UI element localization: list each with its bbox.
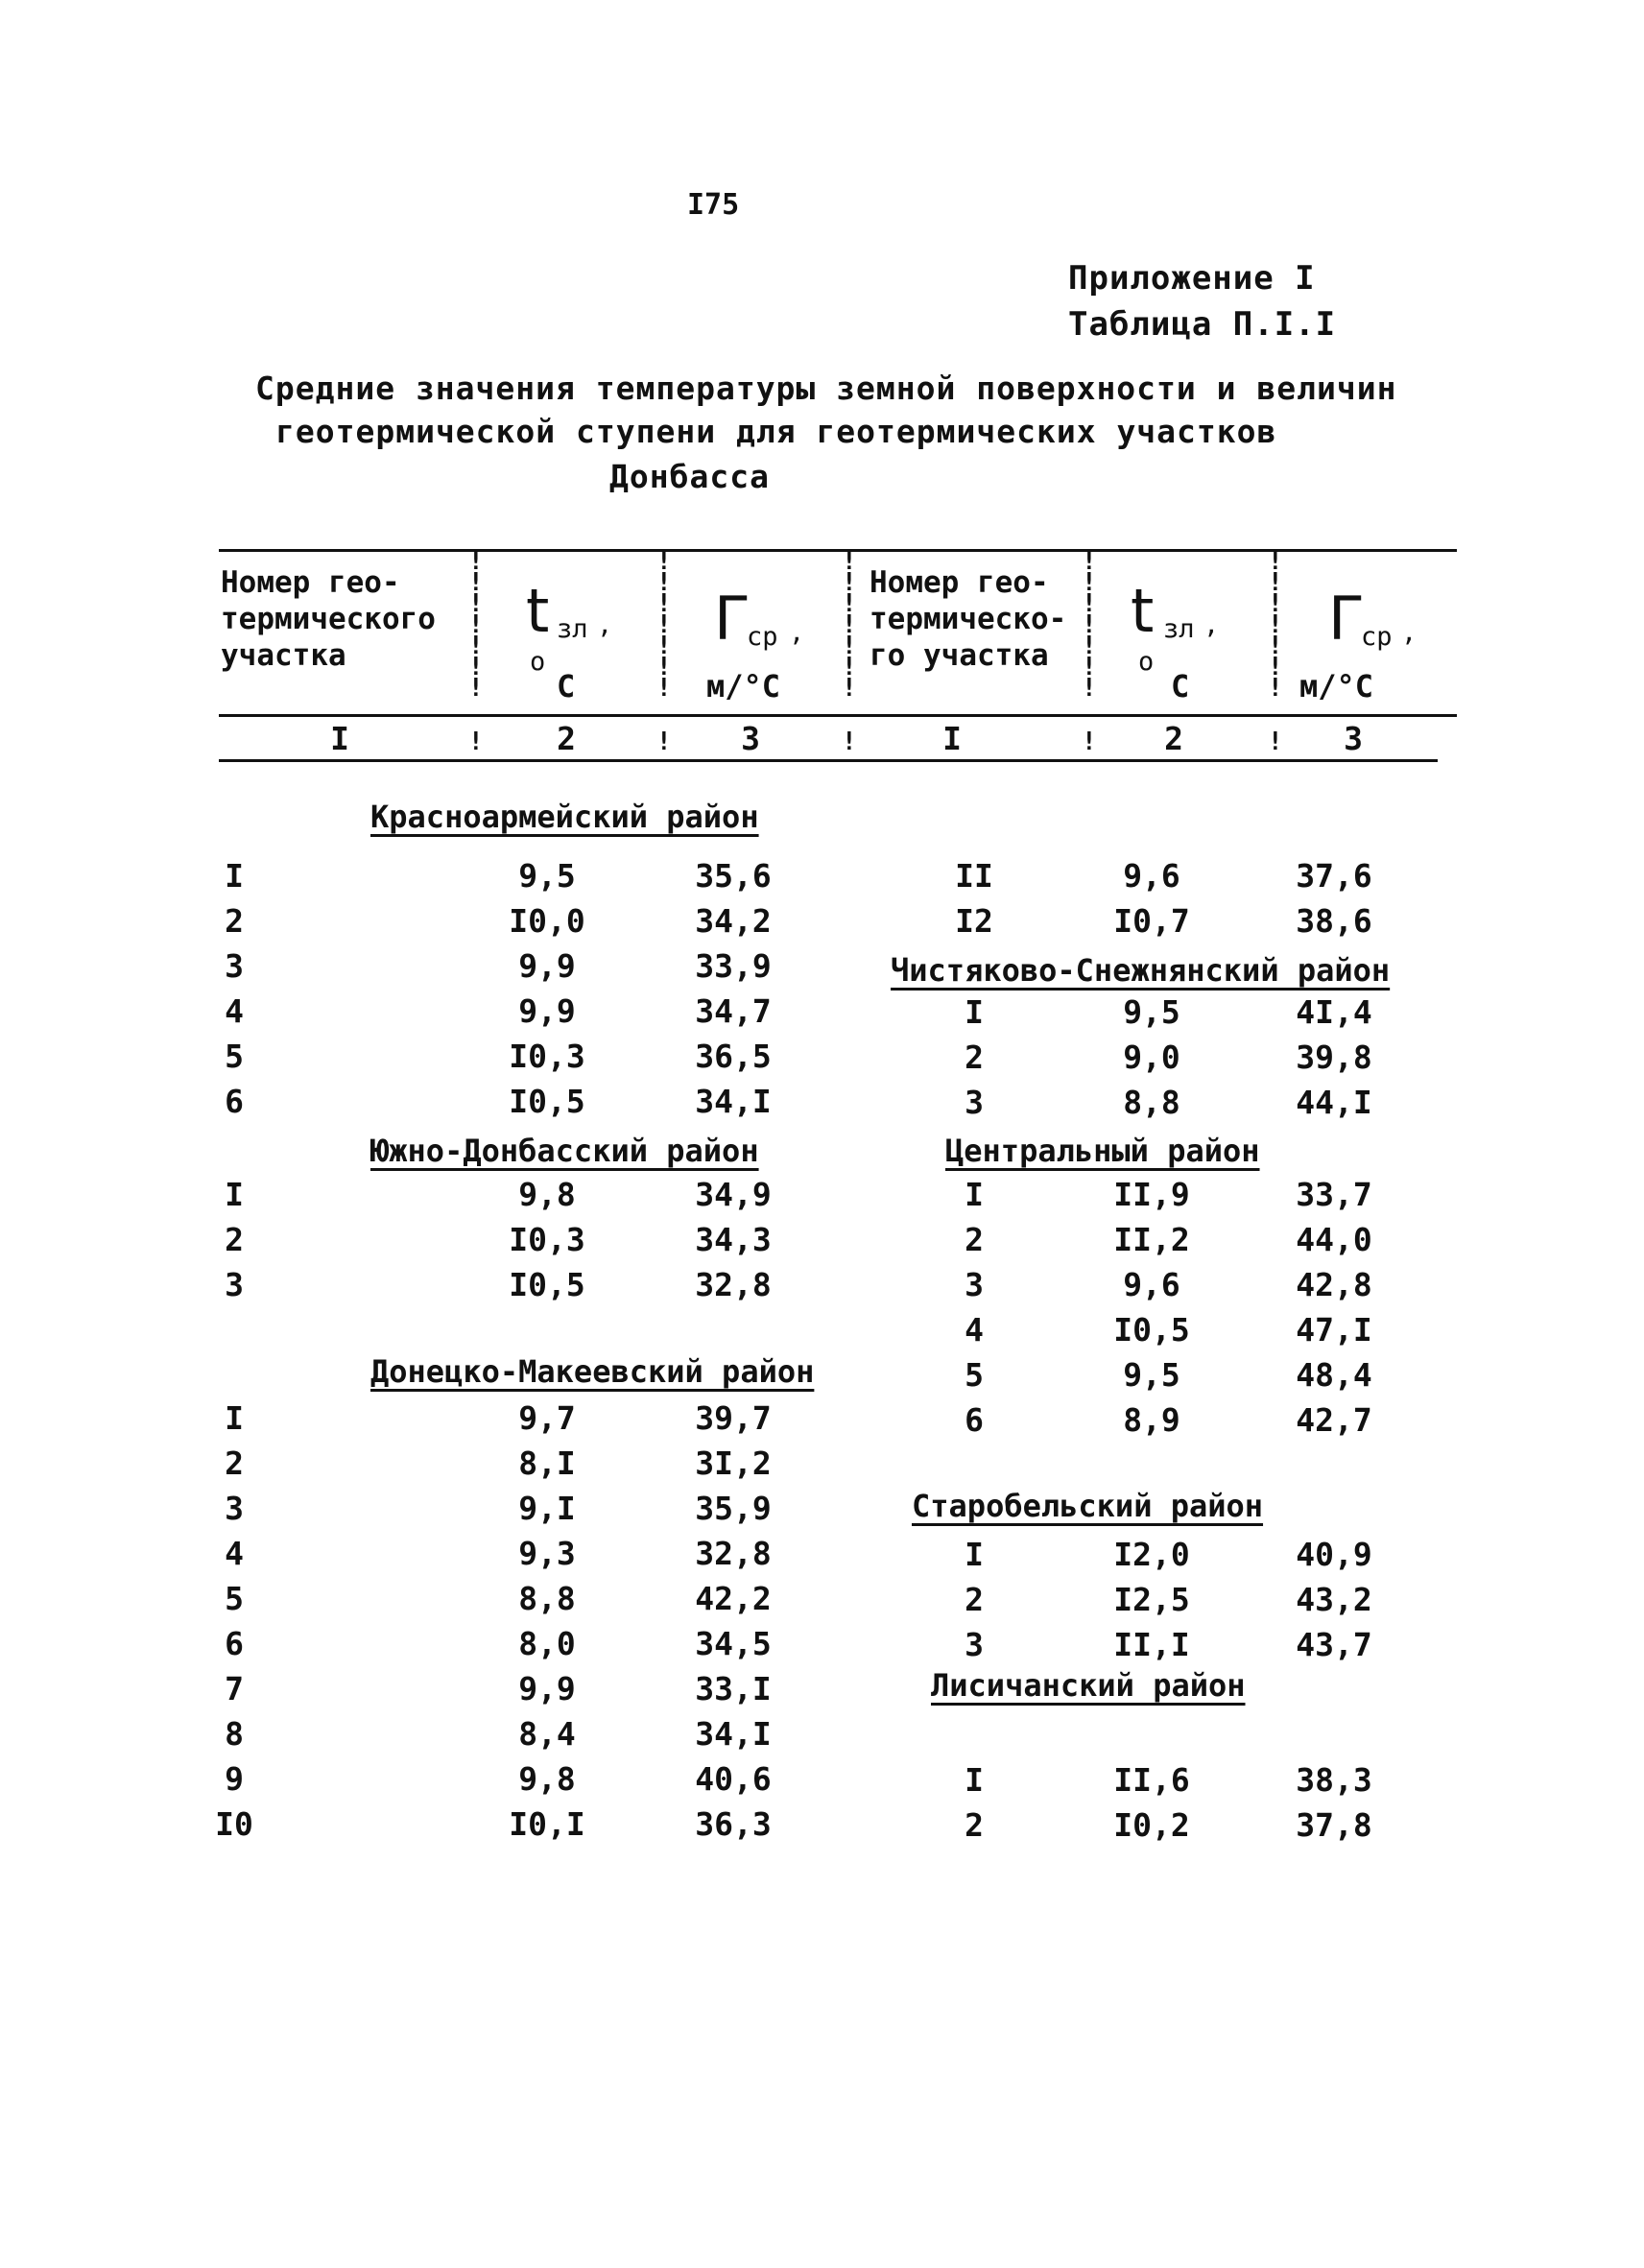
row-temperature: I0,5 xyxy=(1113,1311,1190,1349)
row-number: II xyxy=(955,857,993,895)
g-symbol: Г xyxy=(714,584,751,654)
header-left-col1-line: участка xyxy=(221,638,346,673)
row-temperature: 8,9 xyxy=(1123,1401,1180,1439)
row-gradient: 33,9 xyxy=(695,947,772,985)
header-left-gradient xyxy=(701,576,835,710)
colnum-separators: ! xyxy=(468,728,484,756)
t-unit-c: C xyxy=(557,668,576,704)
t-subscript: зл xyxy=(1163,614,1195,644)
row-temperature: 8,8 xyxy=(518,1580,576,1617)
row-number: 6 xyxy=(225,1083,244,1120)
row-gradient: 42,7 xyxy=(1296,1401,1372,1439)
page-number: I75 xyxy=(687,188,740,222)
t-unit-c: C xyxy=(1171,668,1190,704)
header-right-temp xyxy=(1123,576,1238,710)
row-gradient: 34,3 xyxy=(695,1221,772,1258)
section-title-starobelsky: Старобельский район xyxy=(912,1488,1264,1524)
row-gradient: 3I,2 xyxy=(695,1444,772,1482)
header-right-col1-line: термическо- xyxy=(870,602,1067,636)
header-left-col1-line: Номер гео- xyxy=(221,565,400,600)
separator-1: ! ! ! ! ! ! ! xyxy=(468,547,484,703)
row-temperature: I2,0 xyxy=(1113,1536,1190,1573)
colnum-4: I xyxy=(942,720,962,757)
row-gradient: 40,6 xyxy=(695,1760,772,1798)
row-number: 2 xyxy=(225,902,244,940)
row-gradient: 39,8 xyxy=(1296,1039,1372,1076)
row-temperature: I0,3 xyxy=(509,1221,585,1258)
row-number: 5 xyxy=(225,1580,244,1617)
row-gradient: 36,5 xyxy=(695,1038,772,1075)
row-number: I xyxy=(225,1399,244,1437)
row-gradient: 42,8 xyxy=(1296,1266,1372,1303)
header-right-col1-line: го участка xyxy=(870,638,1049,673)
table-label: Таблица П.I.I xyxy=(1068,305,1337,344)
row-temperature: 8,0 xyxy=(518,1625,576,1662)
row-gradient: 34,7 xyxy=(695,992,772,1030)
appendix-label: Приложение I xyxy=(1068,259,1316,298)
header-left-col1 xyxy=(221,564,436,674)
row-gradient: 37,8 xyxy=(1296,1806,1372,1844)
colnum-3: 3 xyxy=(741,720,760,757)
row-temperature: 9,5 xyxy=(1123,993,1180,1031)
row-temperature: 8,8 xyxy=(1123,1084,1180,1121)
row-number: 7 xyxy=(225,1670,244,1707)
t-symbol: t xyxy=(526,576,550,646)
row-number: 4 xyxy=(225,992,244,1030)
row-temperature: 9,6 xyxy=(1123,857,1180,895)
row-number: 2 xyxy=(965,1806,984,1844)
row-number: 5 xyxy=(965,1356,984,1394)
g-unit: м/°С xyxy=(1299,668,1374,704)
row-gradient: 37,6 xyxy=(1296,857,1372,895)
row-temperature: II,6 xyxy=(1113,1761,1190,1799)
row-number: 3 xyxy=(965,1084,984,1121)
row-gradient: 43,7 xyxy=(1296,1626,1372,1663)
row-number: 3 xyxy=(225,1490,244,1527)
row-temperature: 9,0 xyxy=(1123,1039,1180,1076)
row-gradient: 38,3 xyxy=(1296,1761,1372,1799)
row-gradient: 36,3 xyxy=(695,1805,772,1843)
row-number: 3 xyxy=(225,1266,244,1303)
row-number: 3 xyxy=(225,947,244,985)
row-temperature: I0,5 xyxy=(509,1266,585,1303)
row-number: 2 xyxy=(225,1444,244,1482)
row-gradient: 40,9 xyxy=(1296,1536,1372,1573)
t-comma: , xyxy=(597,610,613,640)
row-gradient: 38,6 xyxy=(1296,902,1372,940)
row-number: I2 xyxy=(955,902,993,940)
section-title-donetsko-makeevsky: Донецко-Макеевский район xyxy=(370,1353,815,1390)
colnum-separators: ! xyxy=(656,728,672,756)
section-title-yuzhno-donbassky: Южно-Донбасский район xyxy=(370,1133,759,1169)
colnum-separators: ! xyxy=(842,728,857,756)
section-title-krasnoarmeysky: Красноармейский район xyxy=(370,799,759,835)
colnum-separators: ! xyxy=(1082,728,1097,756)
row-number: I0 xyxy=(215,1805,253,1843)
row-gradient: 44,0 xyxy=(1296,1221,1372,1258)
row-number: I xyxy=(225,857,244,895)
row-temperature: 9,9 xyxy=(518,947,576,985)
row-gradient: 42,2 xyxy=(695,1580,772,1617)
row-gradient: 35,6 xyxy=(695,857,772,895)
row-temperature: I0,7 xyxy=(1113,902,1190,940)
row-temperature: II,2 xyxy=(1113,1221,1190,1258)
separator-3: ! ! ! ! ! ! ! xyxy=(842,547,857,703)
row-temperature: I0,3 xyxy=(509,1038,585,1075)
row-gradient: 34,2 xyxy=(695,902,772,940)
table-colnum-rule xyxy=(219,759,1438,762)
row-gradient: 4I,4 xyxy=(1296,993,1372,1031)
row-temperature: 9,6 xyxy=(1123,1266,1180,1303)
t-unit-degree: o xyxy=(530,647,546,677)
row-gradient: 32,8 xyxy=(695,1535,772,1572)
row-number: I xyxy=(965,1761,984,1799)
colnum-2: 2 xyxy=(557,720,576,757)
table-header-rule xyxy=(219,714,1457,717)
g-symbol: Г xyxy=(1328,584,1365,654)
g-subscript: ср xyxy=(1361,622,1393,652)
t-comma: , xyxy=(1203,610,1220,640)
row-gradient: 35,9 xyxy=(695,1490,772,1527)
row-gradient: 34,9 xyxy=(695,1176,772,1213)
row-gradient: 34,I xyxy=(695,1715,772,1753)
row-number: 8 xyxy=(225,1715,244,1753)
row-temperature: 9,I xyxy=(518,1490,576,1527)
g-comma: , xyxy=(1401,618,1418,648)
row-number: 4 xyxy=(965,1311,984,1349)
separator-2: ! ! ! ! ! ! ! xyxy=(656,547,672,703)
colnum-1: I xyxy=(330,720,349,757)
title-line-2: геотермической ступени для геотермических участков xyxy=(275,413,1277,450)
separator-4: ! ! ! ! ! ! ! xyxy=(1082,547,1097,703)
row-gradient: 34,5 xyxy=(695,1625,772,1662)
row-temperature: I0,0 xyxy=(509,902,585,940)
row-temperature: 9,5 xyxy=(518,857,576,895)
row-number: I xyxy=(965,1536,984,1573)
row-temperature: II,9 xyxy=(1113,1176,1190,1213)
row-number: 2 xyxy=(965,1221,984,1258)
row-number: 4 xyxy=(225,1535,244,1572)
row-temperature: 9,9 xyxy=(518,992,576,1030)
title-line-3: Донбасса xyxy=(609,458,770,495)
row-gradient: 48,4 xyxy=(1296,1356,1372,1394)
colnum-6: 3 xyxy=(1344,720,1363,757)
g-comma: , xyxy=(789,618,805,648)
row-number: 2 xyxy=(225,1221,244,1258)
row-number: I xyxy=(965,1176,984,1213)
section-title-tsentralny: Центральный район xyxy=(945,1133,1260,1169)
row-temperature: I2,5 xyxy=(1113,1581,1190,1618)
row-temperature: 9,5 xyxy=(1123,1356,1180,1394)
row-temperature: 9,3 xyxy=(518,1535,576,1572)
row-temperature: II,I xyxy=(1113,1626,1190,1663)
t-symbol: t xyxy=(1131,576,1155,646)
row-number: 9 xyxy=(225,1760,244,1798)
section-title-chistyakovo-snezhnyansky: Чистяково-Снежнянский район xyxy=(891,952,1391,989)
g-unit: м/°С xyxy=(706,668,781,704)
row-temperature: 8,4 xyxy=(518,1715,576,1753)
colnum-5: 2 xyxy=(1164,720,1183,757)
separator-5: ! ! ! ! ! ! ! xyxy=(1268,547,1283,703)
section-title-lisichansky: Лисичанский район xyxy=(931,1667,1246,1704)
row-temperature: I0,I xyxy=(509,1805,585,1843)
g-subscript: ср xyxy=(747,622,778,652)
row-gradient: 33,7 xyxy=(1296,1176,1372,1213)
row-gradient: 32,8 xyxy=(695,1266,772,1303)
row-gradient: 43,2 xyxy=(1296,1581,1372,1618)
row-number: I xyxy=(965,993,984,1031)
row-gradient: 33,I xyxy=(695,1670,772,1707)
row-number: 6 xyxy=(225,1625,244,1662)
t-subscript: зл xyxy=(557,614,588,644)
row-number: 5 xyxy=(225,1038,244,1075)
header-right-col1-line: Номер гео- xyxy=(870,565,1049,600)
header-right-col1 xyxy=(870,564,1066,674)
row-temperature: I0,2 xyxy=(1113,1806,1190,1844)
row-gradient: 34,I xyxy=(695,1083,772,1120)
row-temperature: 9,9 xyxy=(518,1670,576,1707)
row-temperature: I0,5 xyxy=(509,1083,585,1120)
header-right-gradient xyxy=(1296,576,1440,710)
row-number: 6 xyxy=(965,1401,984,1439)
row-number: 2 xyxy=(965,1039,984,1076)
row-gradient: 47,I xyxy=(1296,1311,1372,1349)
t-unit-degree: o xyxy=(1138,647,1155,677)
row-temperature: 9,7 xyxy=(518,1399,576,1437)
row-number: 3 xyxy=(965,1266,984,1303)
header-left-col1-line: термического xyxy=(221,602,436,636)
row-temperature: 9,8 xyxy=(518,1760,576,1798)
title-line-1: Средние значения температуры земной поверхности и величин xyxy=(255,370,1397,407)
row-number: 2 xyxy=(965,1581,984,1618)
row-number: 3 xyxy=(965,1626,984,1663)
row-temperature: 8,I xyxy=(518,1444,576,1482)
row-temperature: 9,8 xyxy=(518,1176,576,1213)
colnum-separators: ! xyxy=(1268,728,1283,756)
row-number: I xyxy=(225,1176,244,1213)
row-gradient: 44,I xyxy=(1296,1084,1372,1121)
row-gradient: 39,7 xyxy=(695,1399,772,1437)
header-left-temp xyxy=(518,576,633,710)
